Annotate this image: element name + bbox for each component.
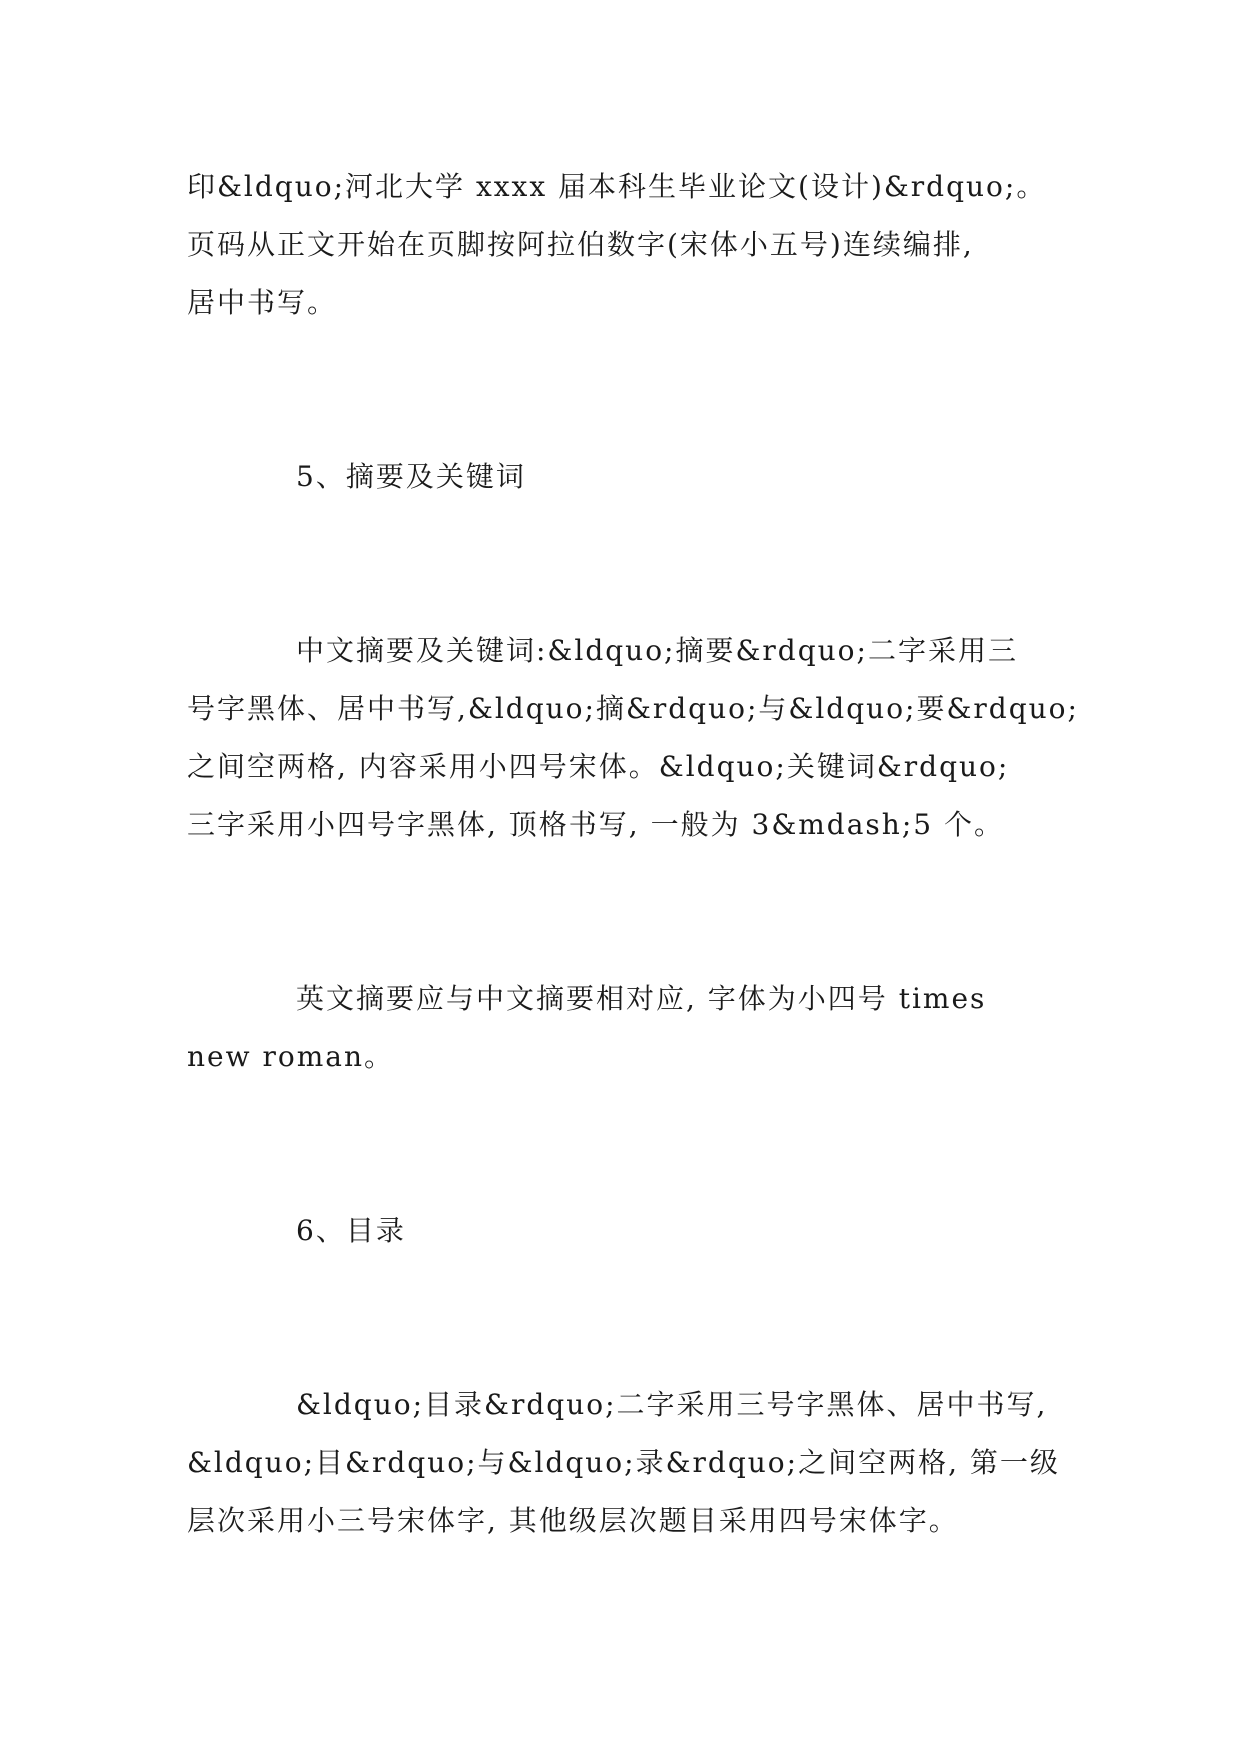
toc-line-3: 层次采用小三号宋体字, 其他级层次题目采用四号宋体字。 (187, 1504, 959, 1537)
abstract-en-line-1: 英文摘要应与中文摘要相对应, 字体为小四号 times (296, 982, 987, 1015)
intro-line-2: 页码从正文开始在页脚按阿拉伯数字(宋体小五号)连续编排, (187, 228, 974, 261)
toc-line-2: &ldquo;目&rdquo;与&ldquo;录&rdquo;之间空两格, 第一级 (187, 1446, 1060, 1479)
abstract-cn-line-3: 之间空两格, 内容采用小四号宋体。&ldquo;关键词&rdquo; (187, 750, 1010, 783)
section-heading-6: 6、目录 (296, 1214, 406, 1247)
abstract-cn-line-1: 中文摘要及关键词:&ldquo;摘要&rdquo;二字采用三 (296, 634, 1018, 667)
toc-line-1: &ldquo;目录&rdquo;二字采用三号字黑体、居中书写, (296, 1388, 1048, 1421)
abstract-cn-line-4: 三字采用小四号字黑体, 顶格书写, 一般为 3&mdash;5 个。 (187, 808, 1004, 841)
abstract-en-line-2: new roman。 (187, 1040, 394, 1073)
section-heading-5: 5、摘要及关键词 (296, 460, 526, 493)
abstract-cn-line-2: 号字黑体、居中书写,&ldquo;摘&rdquo;与&ldquo;要&rdquo; (187, 692, 1079, 725)
intro-line-3: 居中书写。 (187, 286, 338, 319)
intro-line-1: 印&ldquo;河北大学 xxxx 届本科生毕业论文(设计)&rdquo;。 (187, 170, 1047, 203)
